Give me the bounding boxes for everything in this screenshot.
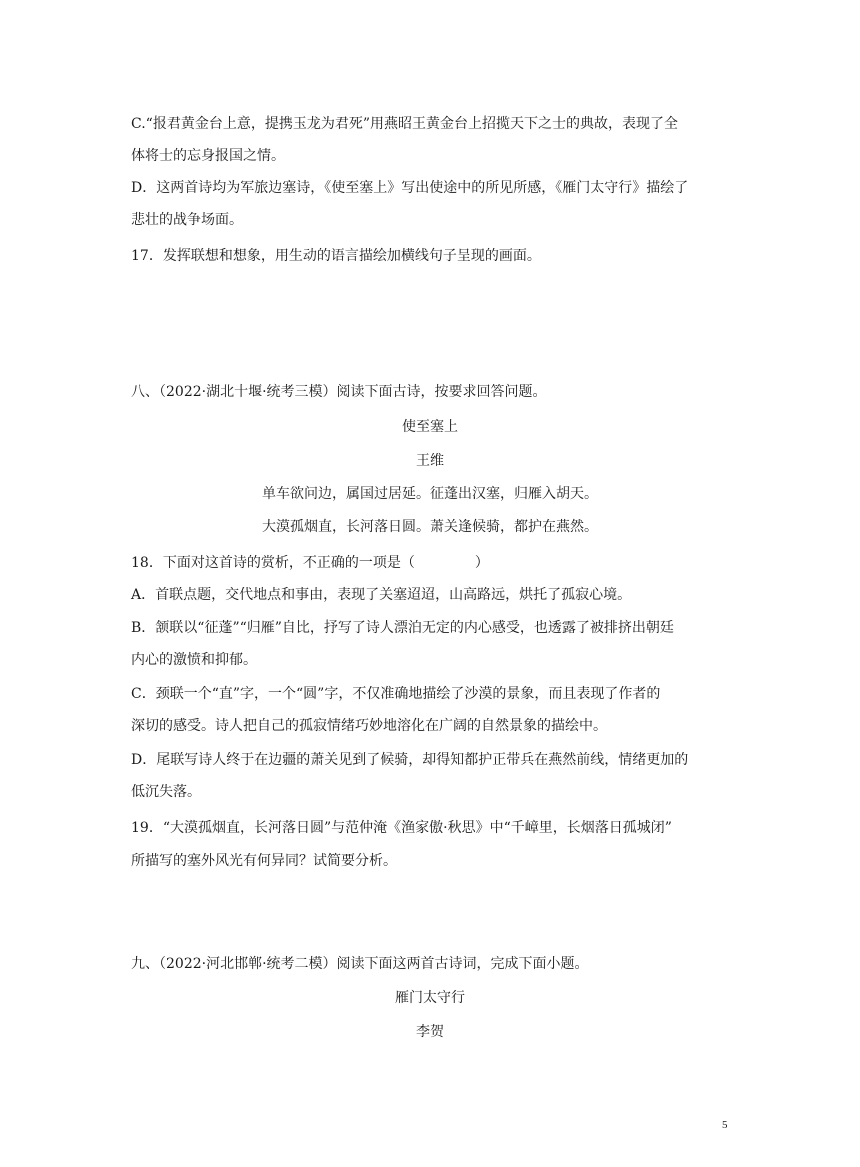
- option-b-line-2: 内心的激愤和抑郁。: [131, 652, 257, 668]
- poem-author: 李贺: [416, 1024, 444, 1040]
- poem-line-2: 大漠孤烟直，长河落日圆。萧关逢候骑，都护在燕然。: [262, 519, 598, 535]
- question-17: 17．发挥联想和想象，用生动的语言描绘加横线句子呈现的画面。: [131, 248, 541, 264]
- section-9-header: 九、（2022·河北邯郸·统考二模）阅读下面这两首古诗词，完成下面小题。: [131, 956, 589, 972]
- option-d-line-1: D．尾联写诗人终于在边疆的萧关见到了候骑，却得知都护正带兵在燕然前线，情绪更加的: [131, 752, 689, 768]
- poem-title: 使至塞上: [402, 419, 458, 435]
- option-d-line-2: 低沉失落。: [131, 784, 201, 800]
- option-c-line-1: C．颈联一个“直”字，一个“圆”字，不仅准确地描绘了沙漠的景象，而且表现了作者的: [131, 686, 661, 702]
- question-18-close: ）: [474, 555, 489, 571]
- option-c-line-2: 深切的感受。诗人把自己的孤寂情绪巧妙地溶化在广阔的自然景象的描绘中。: [131, 718, 607, 734]
- question-18-stem: 18．下面对这首诗的赏析，不正确的一项是（: [131, 555, 415, 571]
- option-a: A．首联点题，交代地点和事由，表现了关塞迢迢，山高路远，烘托了孤寂心境。: [131, 587, 632, 603]
- poem-title: 雁门太守行: [395, 990, 465, 1006]
- question-19-line-2: 所描写的塞外风光有何异同？试简要分析。: [131, 853, 397, 869]
- poem-author: 王维: [416, 453, 444, 469]
- option-d-line-1: D．这两首诗均为军旅边塞诗，《使至塞上》写出使途中的所见所感，《雁门太守行》描绘了: [131, 180, 689, 196]
- section-8-header: 八、（2022·湖北十堰·统考三模）阅读下面古诗，按要求回答问题。: [131, 384, 547, 400]
- question-18: [131, 553, 489, 573]
- option-b-line-1: B．颔联以“征蓬”“归雁”自比，抒写了诗人漂泊无定的内心感受，也透露了被排挤出朝廷: [131, 620, 674, 636]
- poem-line-1: 单车欲问边，属国过居延。征蓬出汉塞，归雁入胡天。: [262, 486, 598, 502]
- page-number: 5: [722, 1119, 728, 1131]
- option-c-line-2: 体将士的忘身报国之情。: [131, 148, 285, 164]
- question-19-line-1: 19．“大漠孤烟直，长河落日圆”与范仲淹《渔家傲·秋思》中“千嶂里，长烟落日孤城闭”: [131, 820, 672, 836]
- option-d-line-2: 悲壮的战争场面。: [131, 212, 243, 228]
- option-c-line-1: C.“报君黄金台上意，提携玉龙为君死”用燕昭王黄金台上招揽天下之士的典故，表现了全: [131, 116, 678, 132]
